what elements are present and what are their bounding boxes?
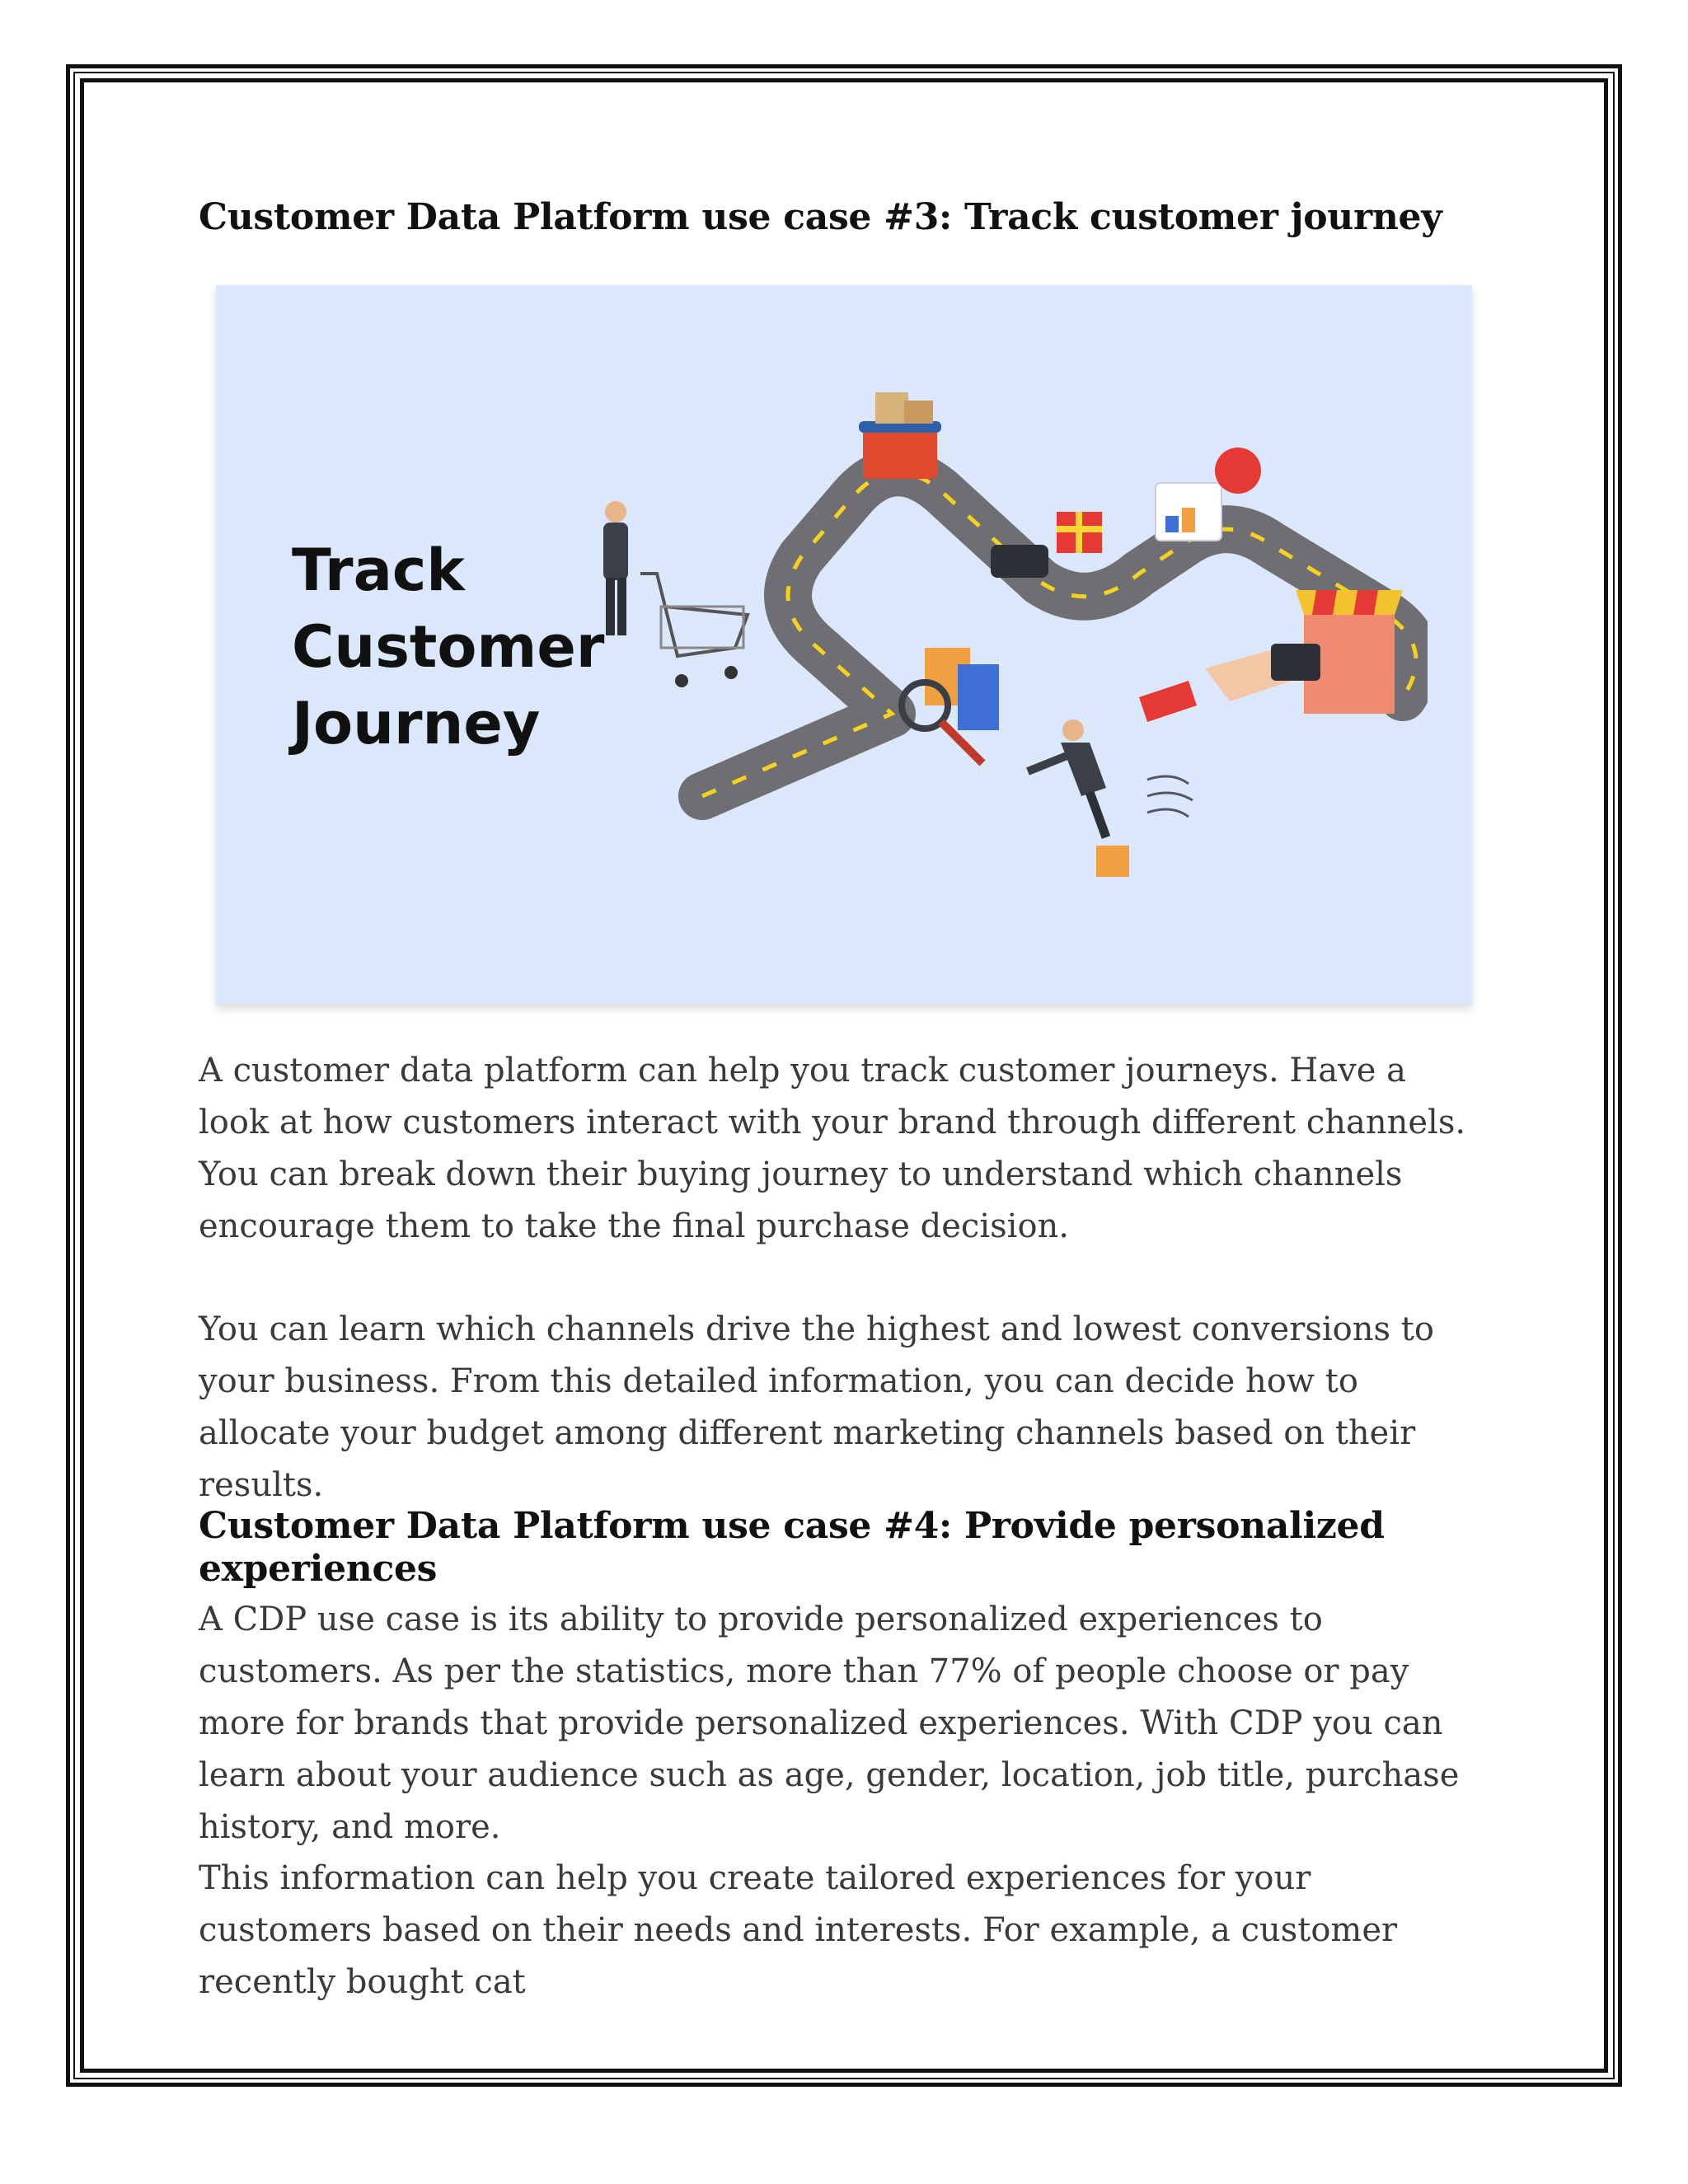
section-3-paragraph-2: You can learn which channels drive the highest and lowest conversions to your business. From this detailed information, you can decide how to allocate your budget among different marketing channels based on their results.	[199, 1310, 1434, 1504]
illustration-title-line-2: Customer	[292, 613, 605, 681]
shopping-basket-icon	[859, 392, 941, 479]
section-3-paragraph-1: A customer data platform can help you track customer journeys. Have a look at how customers interact with your brand through different channels. You can break down their buying journey to understand which channels encourage them to take the final purchase decision.	[199, 1052, 1466, 1245]
magnet-hand-icon	[1139, 644, 1320, 722]
section-3-heading: Customer Data Platform use case #3: Track customer journey	[199, 196, 1442, 238]
shopping-bags-magnifier-icon	[902, 648, 999, 763]
illustration-title-line-1: Track	[292, 537, 465, 604]
illustration-title-line-3: Journey	[292, 690, 541, 757]
illustration-title	[292, 532, 604, 762]
section-4-heading: Customer Data Platform use case #4: Provide personalized experiences	[199, 1505, 1385, 1590]
section-4-paragraph-2: This information can help you create tailored experiences for your customers based on their needs and interests. For example, a customer recently bought cat	[199, 1859, 1398, 2001]
section-4-paragraph-1: A CDP use case is its ability to provide personalized experiences to customers. As per the statistics, more than 77% of people choose or pay more for brands that provide personalized experiences. With CDP you can learn about your audience such as age, gender, location, job title, purchase history, and more.	[199, 1601, 1460, 1846]
journey-road-illustration	[579, 368, 1428, 994]
track-customer-journey-illustration	[216, 285, 1472, 1004]
businessman-with-cart-icon	[603, 501, 748, 687]
falling-customer-icon	[1028, 719, 1193, 877]
